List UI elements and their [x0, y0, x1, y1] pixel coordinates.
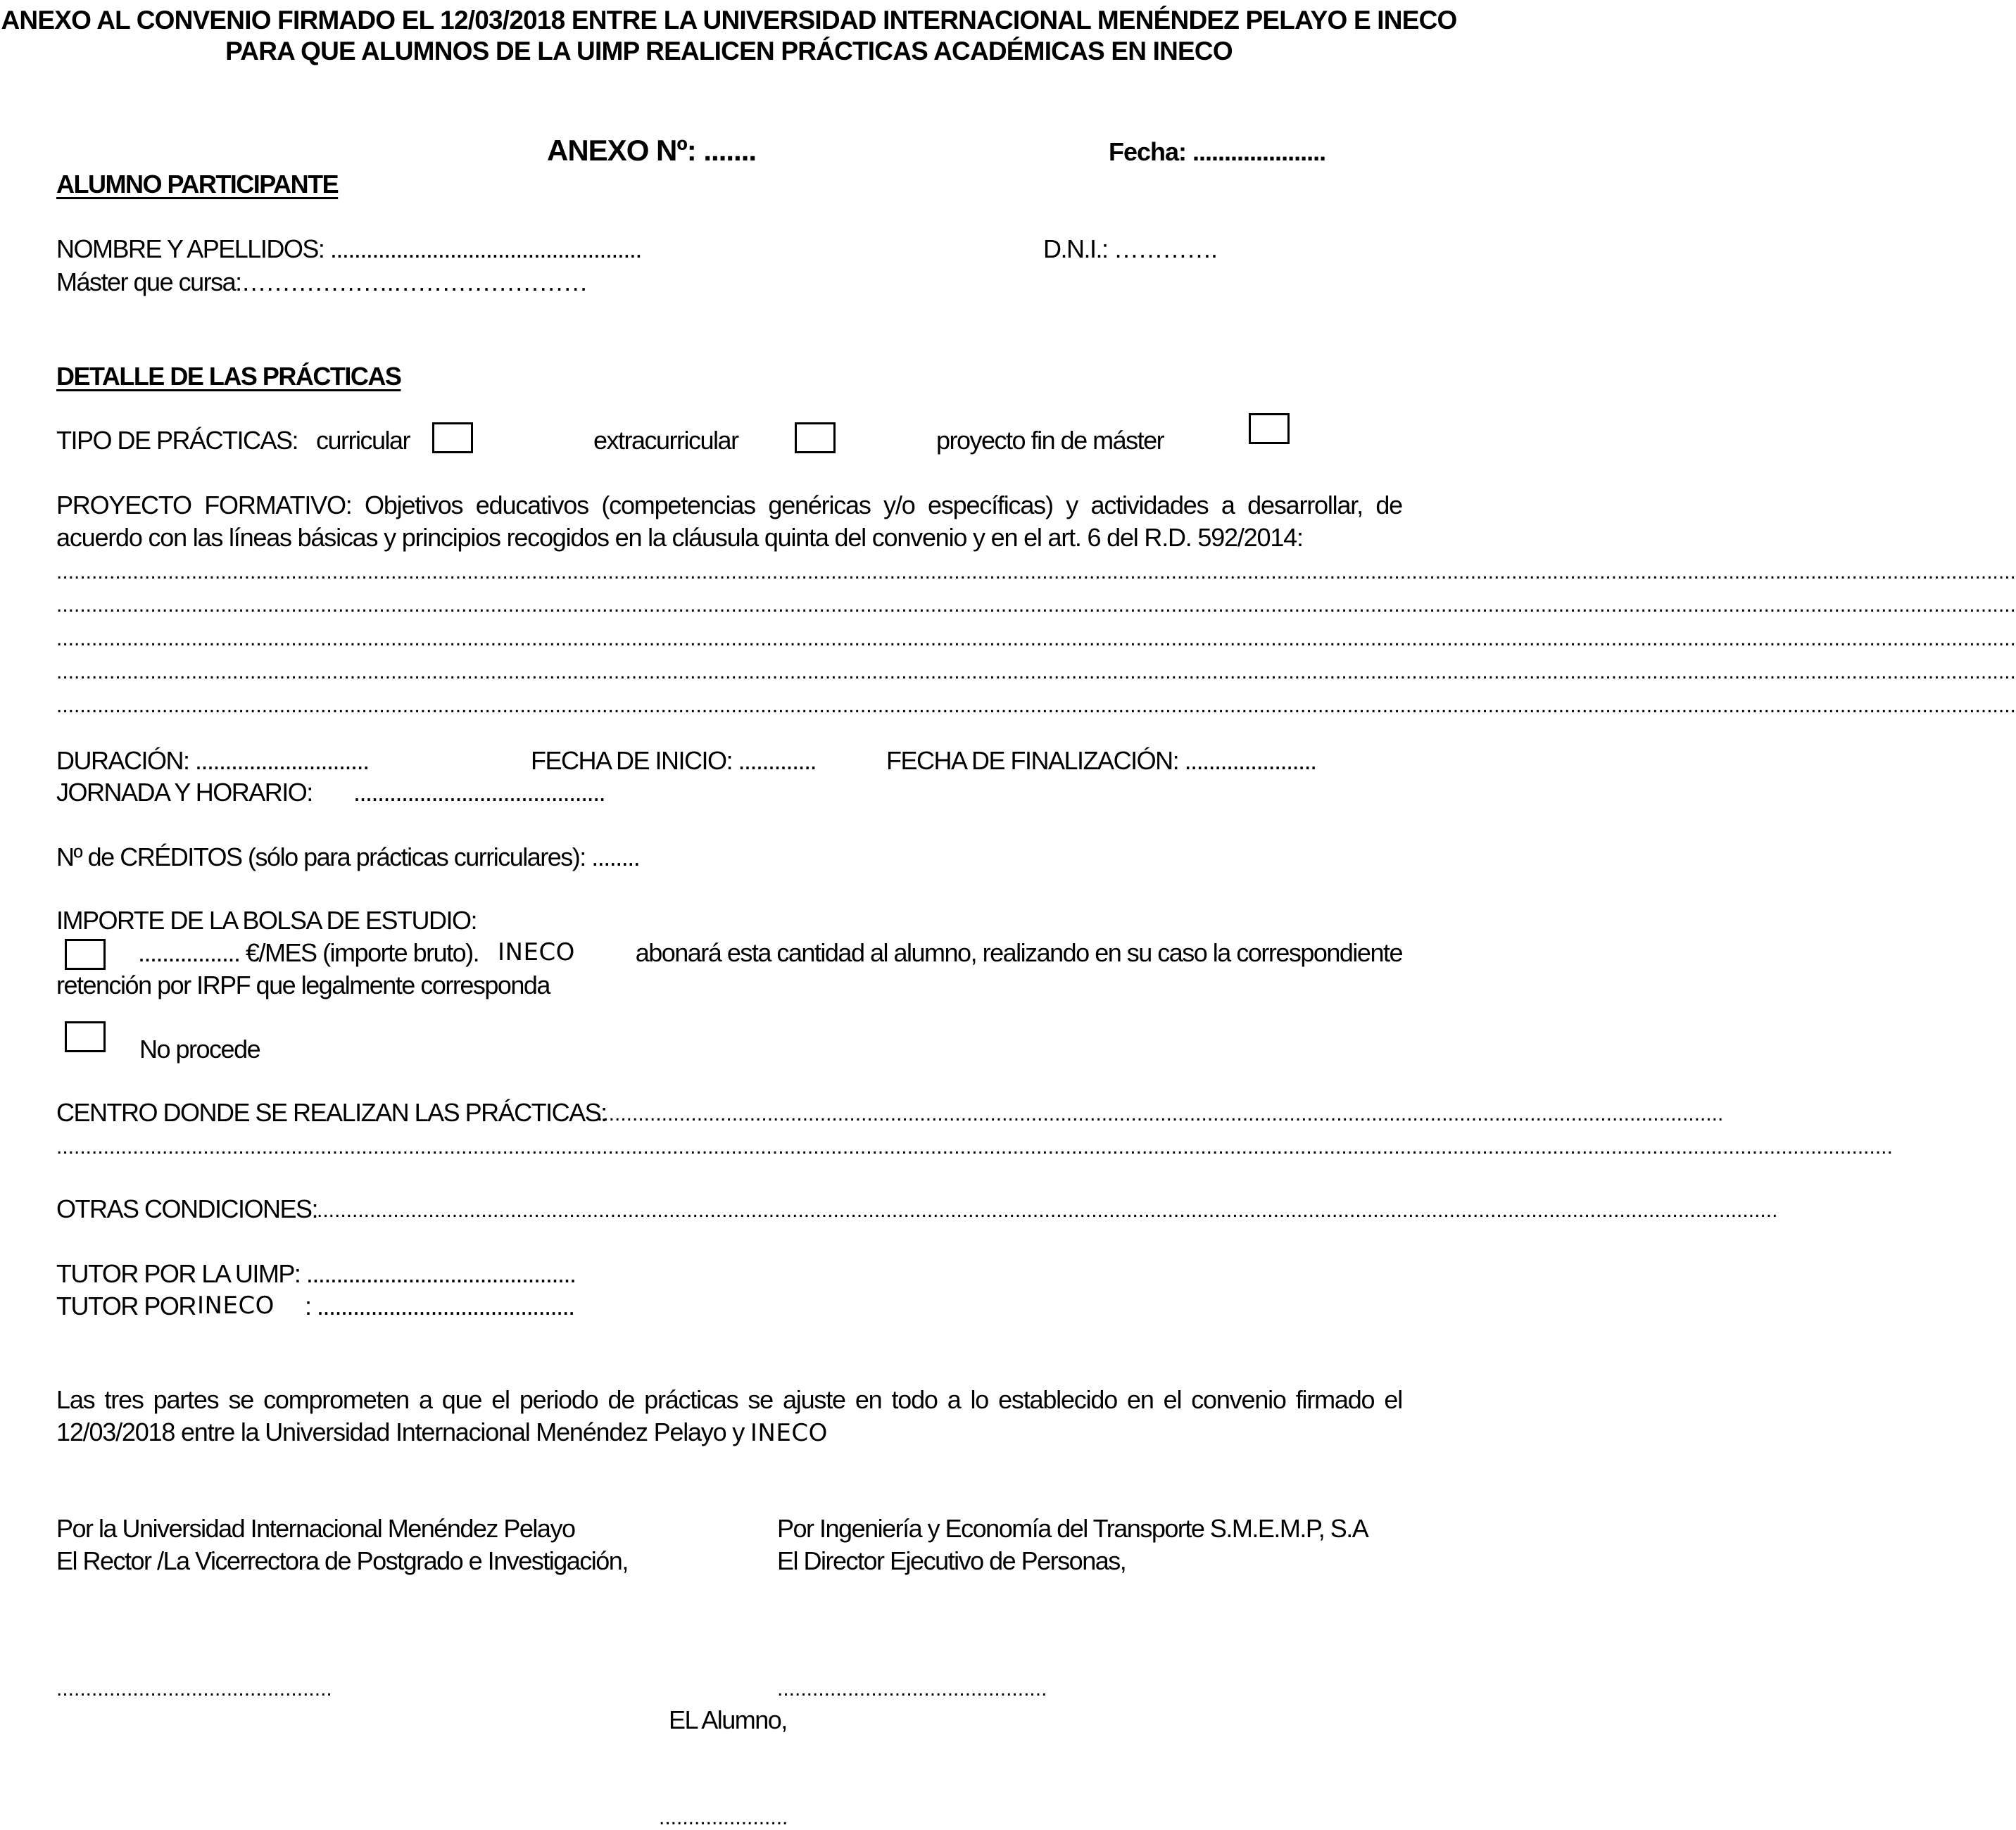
agreement-text: Las tres partes se comprometen a que el periodo de prácticas se ajuste en todo a lo establecido en el convenio firmado el 12/03/2018 entre la Universidad Internacional Menéndez Pelayo y — [56, 1385, 1402, 1446]
grant-company: INECO — [498, 938, 575, 966]
uimp-signatory-line-1: Por la Universidad Internacional Menéndez Pelayo — [56, 1514, 575, 1543]
tutor-ineco-suffix: : ........................................... — [305, 1292, 574, 1320]
project-line-1: .............................................................................................................................................................................................................................................................................................................................................. — [56, 560, 2016, 583]
agreement-paragraph — [56, 1384, 1402, 1449]
option-curricular-label: curricular — [316, 426, 410, 455]
checkbox-grant-amount[interactable] — [65, 939, 106, 970]
no-procede-label: No procede — [139, 1035, 260, 1064]
tutor-ineco-company: INECO — [197, 1292, 275, 1320]
center-label: CENTRO DONDE SE REALIZAN LAS PRÁCTICAS: — [56, 1098, 607, 1127]
schedule-label: JORNADA Y HORARIO: — [56, 778, 313, 807]
project-line-4: .............................................................................................................................................................................................................................................................................................................................................. — [56, 660, 2016, 683]
duration-field: DURACIÓN: ............................. — [56, 746, 369, 775]
grant-text-line-1: abonará esta cantidad al alumno, realizando en su caso la correspondiente — [635, 938, 1402, 967]
student-dni-field: D.N.I.: …………. — [1043, 234, 1217, 263]
center-line-1: ................................................................................................................................................................................................ — [597, 1102, 1724, 1125]
schedule-value: .......................................... — [353, 778, 605, 807]
practice-type-label: TIPO DE PRÁCTICAS: — [56, 426, 298, 455]
document-title-line-1: ANEXO AL CONVENIO FIRMADO EL 12/03/2018 ENTRE LA UNIVERSIDAD INTERNACIONAL MENÉNDEZ PELAYO E INECO — [1, 6, 1457, 34]
other-conditions-line: ......................................................................................................................................................................................................................................................... — [317, 1199, 1778, 1222]
grant-amount-text: ................. €/MES (importe bruto). — [138, 938, 479, 967]
center-line-2: ......................................................................................................................................................................................................................................................................................................................... — [56, 1135, 1893, 1159]
start-date-field: FECHA DE INICIO: ............. — [531, 746, 817, 775]
student-signature-line: ...................... — [659, 1806, 788, 1829]
annex-date: Fecha: ..................... — [1109, 137, 1326, 166]
checkbox-extracurricular[interactable] — [795, 422, 836, 453]
option-master-project-label: proyecto fin de máster — [936, 426, 1164, 455]
student-signature-label: EL Alumno, — [669, 1705, 787, 1734]
ineco-signature-line: .............................................. — [777, 1677, 1047, 1700]
student-name-field: NOMBRE Y APELLIDOS: .................................................... — [56, 234, 641, 263]
details-section-title: DETALLE DE LAS PRÁCTICAS — [56, 362, 401, 391]
document-title-line-2: PARA QUE ALUMNOS DE LA UIMP REALICEN PRÁCTICAS ACADÉMICAS EN INECO — [225, 37, 1233, 65]
other-conditions-label: OTRAS CONDICIONES: — [56, 1194, 318, 1223]
checkbox-curricular[interactable] — [432, 422, 473, 453]
end-date-field: FECHA DE FINALIZACIÓN: ...................... — [886, 746, 1316, 775]
uimp-signature-line: ............................................... — [56, 1677, 332, 1700]
student-section-title: ALUMNO PARTICIPANTE — [56, 170, 339, 198]
checkbox-master-project[interactable] — [1249, 413, 1290, 444]
master-field: Máster que cursa:……………….…………………… — [56, 267, 588, 296]
grant-label: IMPORTE DE LA BOLSA DE ESTUDIO: — [56, 906, 477, 935]
ineco-signatory-line-1: Por Ingeniería y Economía del Transporte S.M.E.M.P, S.A — [777, 1514, 1368, 1543]
credits-field: Nº de CRÉDITOS (sólo para prácticas curriculares): ........ — [56, 843, 640, 871]
checkbox-no-procede[interactable] — [65, 1021, 106, 1052]
tutor-ineco-prefix: TUTOR POR — [56, 1292, 196, 1320]
annex-number: ANEXO Nº: ....... — [547, 134, 757, 167]
ineco-signatory-line-2: El Director Ejecutivo de Personas, — [777, 1546, 1126, 1575]
tutor-uimp-field: TUTOR POR LA UIMP: ............................................. — [56, 1259, 576, 1288]
project-line-2: .............................................................................................................................................................................................................................................................................................................................................. — [56, 593, 2016, 617]
training-project-text: PROYECTO FORMATIVO: Objetivos educativos (competencias genéricas y/o específicas) y actividades a desarrollar, de acuerdo con las líneas básicas y principios recogidos en la cláusula quinta del convenio y en el art. 6 del R.D. 592/2014: — [56, 491, 1402, 552]
project-line-3: .............................................................................................................................................................................................................................................................................................................................................. — [56, 627, 2016, 650]
grant-text-line-2: retención por IRPF que legalmente corresponda — [56, 971, 550, 999]
uimp-signatory-line-2: El Rector /La Vicerrectora de Postgrado e Investigación, — [56, 1546, 628, 1575]
project-line-5: .............................................................................................................................................................................................................................................................................................................................................. — [56, 694, 2016, 717]
option-extracurricular-label: extracurricular — [593, 426, 738, 455]
agreement-company: INECO — [750, 1419, 828, 1447]
